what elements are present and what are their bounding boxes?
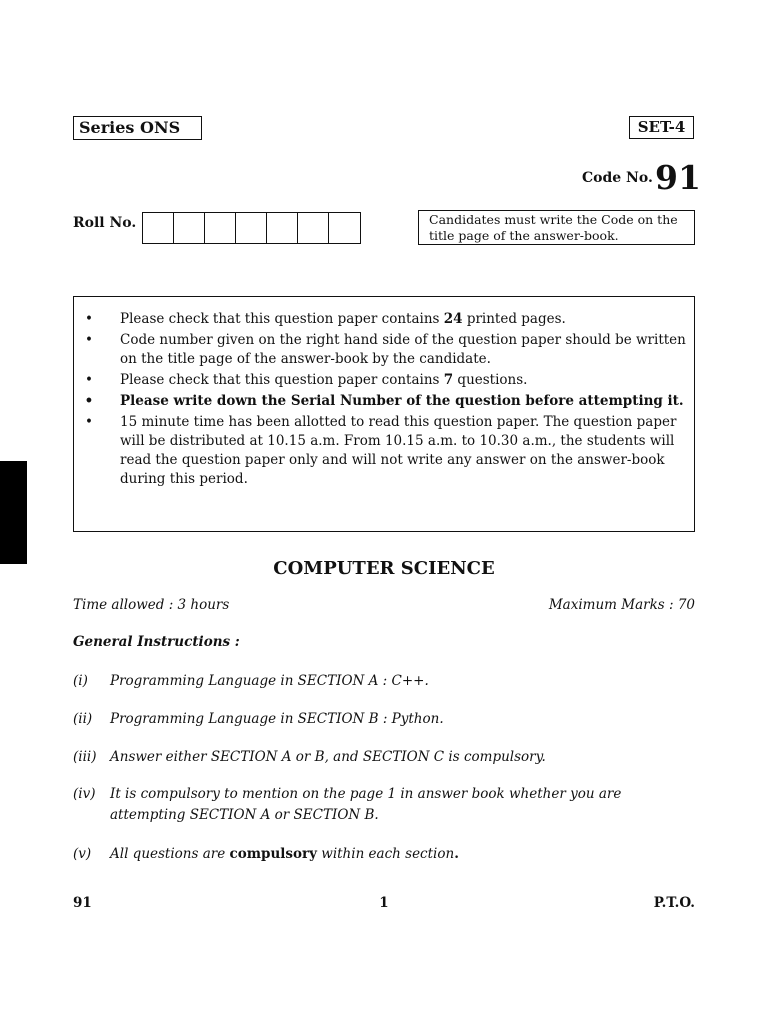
series-label: Series ONS xyxy=(73,116,202,140)
pto-label: P.T.O. xyxy=(653,895,695,911)
bullet-icon: • xyxy=(85,332,93,348)
general-instruction: (iii) Answer either SECTION A or B, and SECTION C is compulsory. xyxy=(73,749,546,765)
page-title: COMPUTER SCIENCE xyxy=(273,558,495,579)
instruction-item: • Please check that this question paper contains 24 printed pages. xyxy=(82,310,686,329)
roll-number-boxes[interactable] xyxy=(142,212,361,244)
bullet-icon: • xyxy=(85,372,93,388)
code-number: 91 xyxy=(655,158,701,197)
roll-cell[interactable] xyxy=(143,213,174,243)
roll-cell[interactable] xyxy=(329,213,360,243)
general-instruction: (v) All questions are compulsory within each section. xyxy=(73,846,459,862)
time-allowed: Time allowed : 3 hours xyxy=(73,597,230,613)
roll-cell[interactable] xyxy=(267,213,298,243)
general-instruction: (ii) Programming Language in SECTION B : Python. xyxy=(73,711,444,727)
roll-cell[interactable] xyxy=(174,213,205,243)
roll-cell[interactable] xyxy=(298,213,329,243)
bullet-icon: • xyxy=(84,393,94,409)
bullet-icon: • xyxy=(85,311,93,327)
roll-label: Roll No. xyxy=(73,215,137,231)
instruction-item: • Please check that this question paper contains 7 questions. xyxy=(82,371,686,390)
general-instruction: (i) Programming Language in SECTION A : C++. xyxy=(73,673,429,689)
general-instructions-heading: General Instructions : xyxy=(73,634,240,650)
instructions-box xyxy=(73,296,695,532)
instruction-item: • 15 minute time has been allotted to read this question paper. The question paper will be distributed at 10.15 a.m. From 10.15 a.m. to 10.30 a.m., the students will read the question paper only and will not write any answer on the answer-book during this period. xyxy=(82,413,686,489)
roll-cell[interactable] xyxy=(205,213,236,243)
general-instruction: (iv) It is compulsory to mention on the page 1 in answer book whether you are attempting SECTION A or SECTION B. xyxy=(73,786,622,823)
bullet-icon: • xyxy=(85,414,93,430)
roll-cell[interactable] xyxy=(236,213,267,243)
page-edge-tab xyxy=(0,461,27,564)
page-number: 1 xyxy=(379,895,389,911)
maximum-marks: Maximum Marks : 70 xyxy=(548,597,695,613)
instruction-item: • Code number given on the right hand side of the question paper should be written on the title page of the answer-book by the candidate. xyxy=(82,331,686,369)
footer-code: 91 xyxy=(73,895,92,911)
set-label: SET-4 xyxy=(629,116,694,139)
candidate-note: Candidates must write the Code on the title page of the answer-book. xyxy=(418,210,695,245)
instruction-item: • Please write down the Serial Number of the question before attempting it. xyxy=(82,392,686,411)
code-label: Code No. xyxy=(582,170,653,186)
